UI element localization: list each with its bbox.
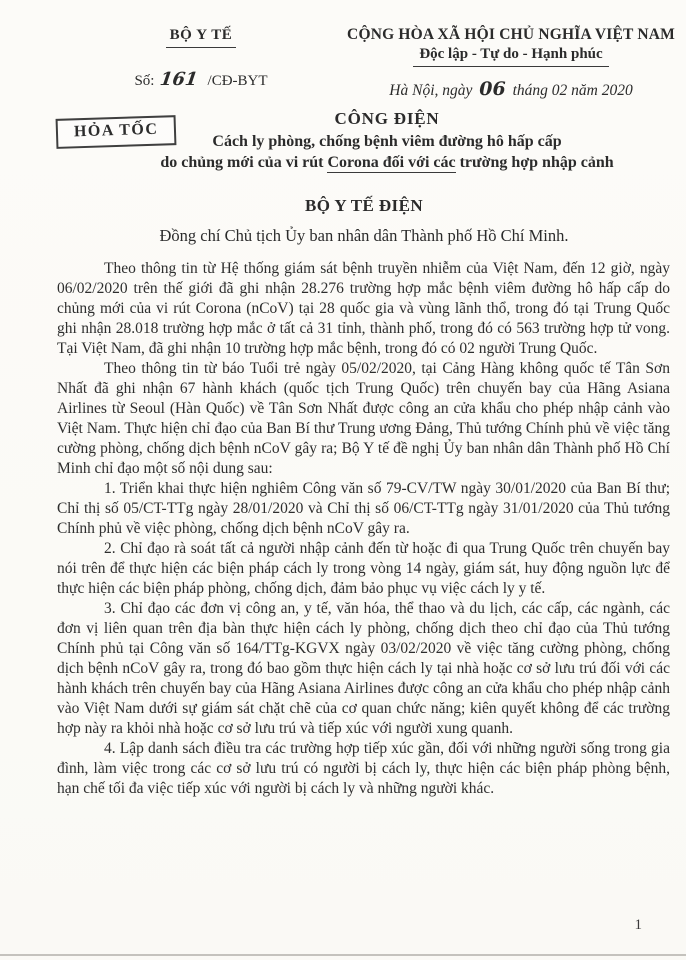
- paragraph: 2. Chỉ đạo rà soát tất cả người nhập cảnh đến từ hoặc đi qua Trung Quốc trên chuyến bay nói trên để thực hiện các biện pháp cách ly trong vòng 14 ngày, giám sát, huy động nguồn lực để thực hiện các biện pháp phòng, chống dịch, đảm bảo phục vụ việc cách ly y tế.: [57, 540, 670, 597]
- scan-bottom-edge: [0, 954, 686, 956]
- national-motto: Độc lập - Tự do - Hạnh phúc: [413, 45, 608, 67]
- sender-line: BỘ Y TẾ ĐIỆN: [304, 196, 423, 215]
- issuing-org-block: [58, 26, 344, 100]
- subtitle-line2-underlined: Corona đối với các: [327, 154, 456, 171]
- doc-number-label: Số:: [134, 73, 155, 89]
- subtitle-line-1: Cách ly phòng, chống bệnh viêm đường hô hấp cấp: [212, 133, 562, 150]
- document-subtitle: [88, 131, 686, 173]
- page-number: 1: [634, 917, 642, 933]
- subtitle-line2-pre: do chủng mới của vi rút: [160, 154, 328, 171]
- date-prefix: Hà Nội, ngày: [389, 82, 473, 99]
- paragraph: Theo thông tin từ Hệ thống giám sát bệnh truyền nhiễm của Việt Nam, đến 12 giờ, ngày 06/02/2020 trên thế giới đã ghi nhận 28.276 trường hợp mắc bệnh viêm đường hô hấp cấp do chủng mới của vi rút Corona (nCoV) tại 28 quốc gia và vùng lãnh thổ, trong đó tại Trung Quốc ghi nhận 28.018 trường hợp mắc ở tất cả 31 tỉnh, thành phố, trong đó có 563 trường hợp tử vong. Tại Việt Nam, đã ghi nhận 10 trường hợp mắc bệnh, trong đó có 02 người Trung Quốc.: [57, 260, 670, 357]
- doc-number-handwritten: 161: [158, 69, 200, 90]
- doc-number-suffix: /CĐ-BYT: [207, 73, 268, 89]
- date-day-handwritten: 06: [479, 78, 506, 100]
- subtitle-line2-post: trường hợp nhập cảnh: [455, 154, 614, 171]
- body-paragraphs: [0, 259, 686, 799]
- national-title: CỘNG HÒA XÃ HỘI CHỦ NGHĨA VIỆT NAM: [347, 26, 675, 43]
- document-number-line: [58, 69, 344, 90]
- paragraph: 1. Triển khai thực hiện nghiêm Công văn số 79-CV/TW ngày 30/01/2020 của Ban Bí thư; Chỉ thị số 05/CT-TTg ngày 28/01/2020 và Chỉ thị số 06/CT-TTg ngày 31/01/2020 của Thủ tướng Chính phủ về việc phòng, chống dịch bệnh nCoV gây ra.: [57, 480, 670, 537]
- paragraph: 4. Lập danh sách điều tra các trường hợp tiếp xúc gần, đối với những người sống trong gia đình, làm việc trong các cơ sở lưu trú có người bị cách ly, thực hiện các biện pháp phòng bệnh, hạn chế tối đa việc tiếp xúc với người bị cách ly và những người khác.: [57, 740, 670, 797]
- issuing-org: BỘ Y TẾ: [166, 27, 237, 48]
- date-suffix: tháng 02 năm 2020: [512, 82, 633, 99]
- paragraph: 3. Chỉ đạo các đơn vị công an, y tế, văn hóa, thể thao và du lịch, các cấp, các ngành, các đơn vị liên quan trên địa bàn thực hiện cách ly phòng, chống dịch theo chỉ đạo của Thủ tướng Chính phủ tại Công văn số 164/TTg-KGVX ngày 03/02/2020 về việc tăng cường phòng, chống dịch bệnh nCoV gây ra, trong đó bao gồm thực hiện cách ly tại nhà hoặc cơ sở lưu trú đối với các hành khách trên chuyến bay của Hãng Asiana Airlines được công an cửa khẩu cho phép nhập cảnh vào Việt Nam dưới sự giám sát chặt chẽ của cơ quan chức năng; kiên quyết không để các trường hợp này ra khỏi nhà hoặc cơ sở lưu trú và tiếp xúc với người xung quanh.: [57, 600, 670, 737]
- paragraph: Theo thông tin từ báo Tuổi trẻ ngày 05/02/2020, tại Cảng Hàng không quốc tế Tân Sơn Nhất đã ghi nhận 67 hành khách (quốc tịch Trung Quốc) trên chuyến bay của Hãng Asiana Airlines từ Seoul (Hàn Quốc) về Tân Sơn Nhất được công an cửa khẩu cho phép nhập cảnh vào Việt Nam. Thực hiện chỉ đạo của Ban Bí thư Trung ương Đảng, Thủ tướng Chính phủ về việc tăng cường phòng, chống dịch bệnh nCoV gây ra; Bộ Y tế đề nghị Ủy ban nhân dân Thành phố Hồ Chí Minh chỉ đạo một số nội dung sau:: [57, 360, 670, 477]
- document-type-title: CÔNG ĐIỆN: [334, 109, 440, 128]
- national-motto-block: [344, 26, 678, 100]
- recipient-line: Đồng chí Chủ tịch Ủy ban nhân dân Thành phố Hồ Chí Minh.: [159, 226, 569, 245]
- place-date-line: [344, 78, 678, 100]
- subtitle-line-2: [88, 152, 686, 173]
- urgency-stamp: HỎA TỐC: [56, 115, 177, 149]
- document-header: [0, 0, 686, 100]
- national-motto-wrap: [344, 44, 678, 67]
